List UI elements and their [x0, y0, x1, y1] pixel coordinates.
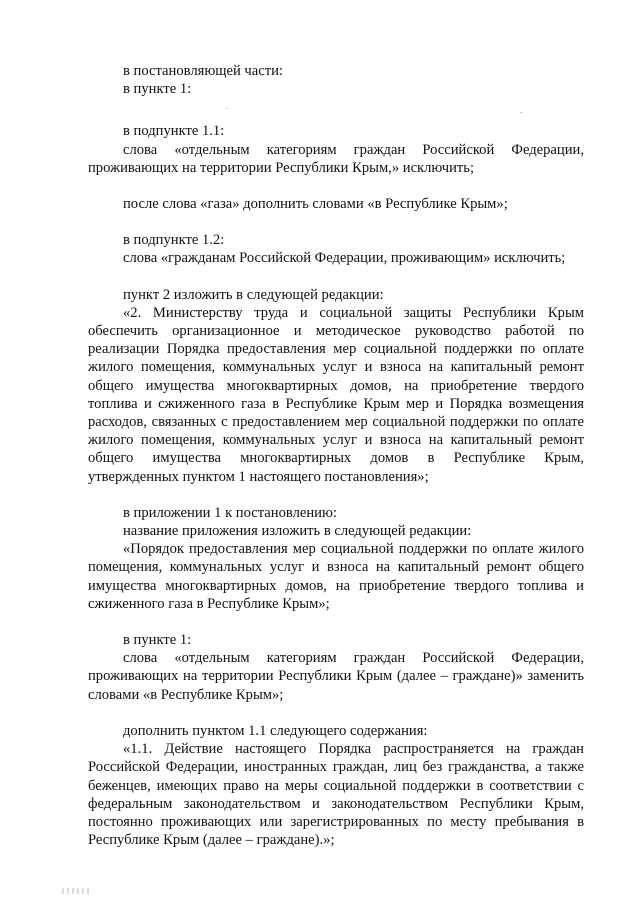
- spacer: [88, 98, 584, 122]
- quoted-clause-2: «2. Министерству труда и социальной защиты Республики Крым обеспечить организационное и методическое руководство работой по реализации Порядка предоставления мер социальной поддержки по оплате жилого помещения, коммунальных услуг и взноса на капитальный ремонт общего имущества многоквартирных домов, на приобретение твердого топлива и сжиженного газа в Республике Крым мер и Порядка возмещения расходов, связанных с предоставлением мер социальной поддержки по оплате жилого помещения, коммунальных услуг и взноса на капитальный ремонт общего имущества многоквартирных домов в Республике Крым, утвержденных пунктом 1 настоящего постановления»;: [88, 304, 584, 485]
- spacer: [88, 704, 584, 722]
- amendment-paragraph: слова «гражданам Российской Федерации, проживающим» исключить;: [123, 250, 566, 267]
- subclause-heading-1-2: в подпункте 1.2:: [123, 232, 225, 249]
- clause-heading-add-1-1: дополнить пунктом 1.1 следующего содержания:: [123, 722, 428, 739]
- quoted-clause-1-1: «1.1. Действие настоящего Порядка распространяется на граждан Российской Федерации, иностранных граждан, лиц без гражданства, а также беженцев, имеющих право на меры социальной поддержки в соответствии с федеральным законодательством и законодательством Республики Крым, постоянно проживающих или зарегистрированных по месту пребывания в Республике Крым (далее – граждане).»;: [88, 741, 584, 849]
- amendment-paragraph: слова «отдельным категориям граждан Российской Федерации, проживающих на территории Республики Крым,» исключить;: [88, 141, 584, 176]
- spacer: [88, 486, 584, 504]
- subclause-heading-1-1: в подпункте 1.1:: [123, 123, 225, 140]
- section-heading-appendix-1: в приложении 1 к постановлению:: [123, 504, 337, 521]
- clause-heading-item-2: пункт 2 изложить в следующей редакции:: [123, 286, 384, 303]
- amendment-paragraph: после слова «газа» дополнить словами «в Республике Крым»;: [123, 196, 508, 213]
- clause-heading-item-1-appendix: в пункте 1:: [123, 632, 192, 649]
- document-page: [88, 62, 584, 849]
- section-heading-operative-part: в постановляющей части:: [123, 63, 283, 79]
- appendix-title-instruction: название приложения изложить в следующей редакции:: [123, 523, 472, 540]
- amendment-paragraph: слова «отдельным категориям граждан Российской Федерации, проживающих на территории Республики Крым (далее – граждане)» заменить словами «в Республике Крым»;: [88, 650, 584, 703]
- spacer: [88, 177, 584, 195]
- spacer: [88, 613, 584, 631]
- quoted-appendix-title: «Порядок предоставления мер социальной поддержки по оплате жилого помещения, коммунальных услуг и взноса на капитальный ремонт общего имущества многоквартирных домов, на приобретение твердого топлива и сжиженного газа в Республике Крым»;: [88, 541, 584, 612]
- scan-speck: [520, 112, 522, 113]
- scan-speck: [226, 108, 228, 109]
- scan-corner-mark: [62, 888, 92, 894]
- clause-heading-item-1: в пункте 1:: [123, 81, 192, 98]
- spacer: [88, 268, 584, 286]
- spacer: [88, 213, 584, 231]
